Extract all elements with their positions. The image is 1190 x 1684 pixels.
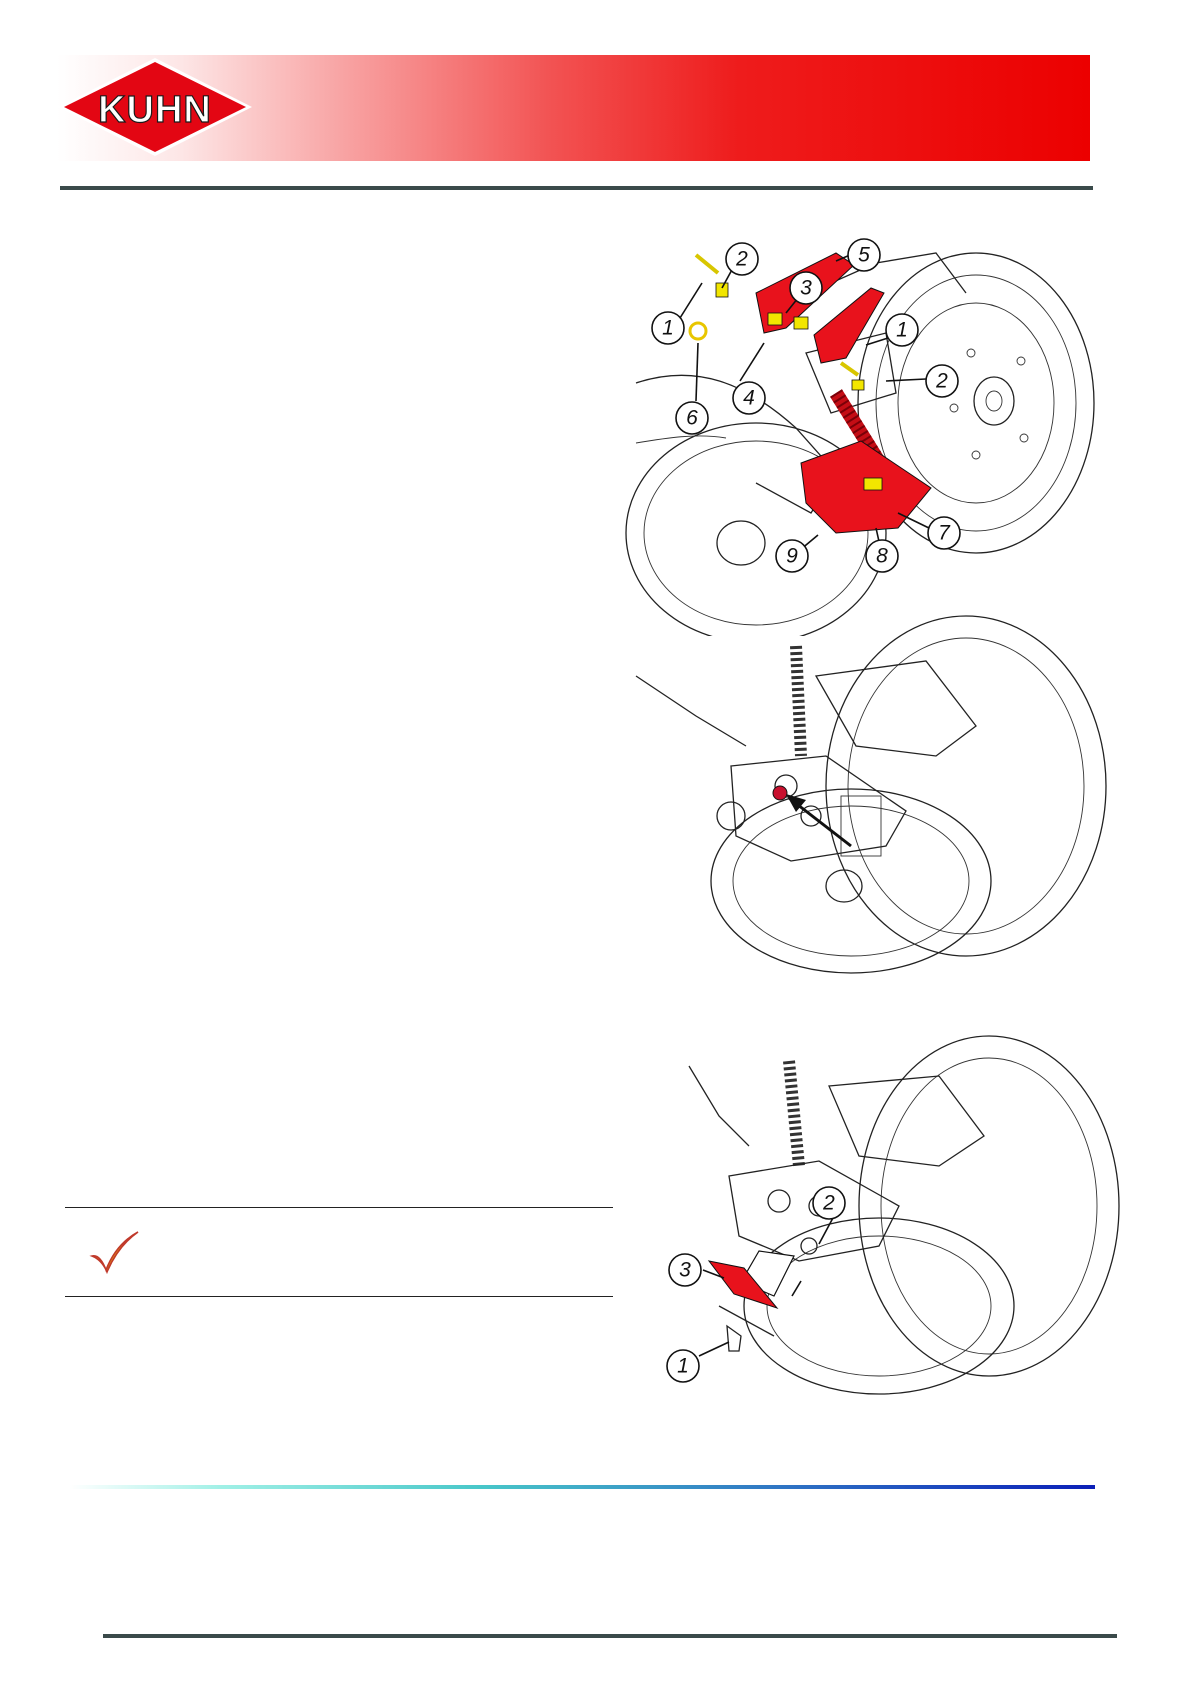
callout-4: [733, 382, 765, 414]
footer-rule: [103, 1634, 1117, 1638]
callout-8: [866, 540, 898, 572]
figure-2-adjustment-bolt: [636, 636, 1096, 961]
svg-text:3: 3: [800, 276, 812, 300]
svg-text:2: 2: [936, 369, 948, 393]
callout-6: [676, 402, 708, 434]
svg-text:5: 5: [858, 243, 870, 267]
note-box: [65, 1207, 613, 1297]
kuhn-logo: [56, 56, 254, 158]
figure-3-scraper-blade: [677, 1056, 1092, 1396]
svg-text:9: 9: [786, 544, 798, 568]
callout-2a: [726, 243, 758, 275]
svg-text:1: 1: [896, 318, 908, 342]
callout-1a: [652, 312, 684, 344]
callout-3: [790, 272, 822, 304]
svg-text:2: 2: [823, 1191, 835, 1215]
svg-text:1: 1: [662, 316, 674, 340]
callout-1: [667, 1350, 699, 1382]
svg-text:7: 7: [938, 521, 950, 545]
footer-gradient-rule: [70, 1485, 1095, 1489]
callout-2: [813, 1187, 845, 1219]
callout-3: [669, 1254, 701, 1286]
svg-text:1: 1: [677, 1354, 689, 1378]
svg-text:3: 3: [679, 1258, 691, 1282]
logo-text: KUHN: [98, 89, 212, 131]
callout-5: [848, 239, 880, 271]
callout-2b: [926, 365, 958, 397]
svg-text:4: 4: [743, 386, 755, 410]
callout-1b: [886, 314, 918, 346]
svg-text:8: 8: [876, 544, 888, 568]
callout-9: [776, 540, 808, 572]
callout-7: [928, 517, 960, 549]
svg-text:2: 2: [736, 247, 748, 271]
header-rule: [60, 186, 1093, 190]
check-icon: [88, 1230, 140, 1274]
svg-text:6: 6: [686, 406, 698, 430]
figure-1-scraper-assembly: [636, 233, 1091, 579]
